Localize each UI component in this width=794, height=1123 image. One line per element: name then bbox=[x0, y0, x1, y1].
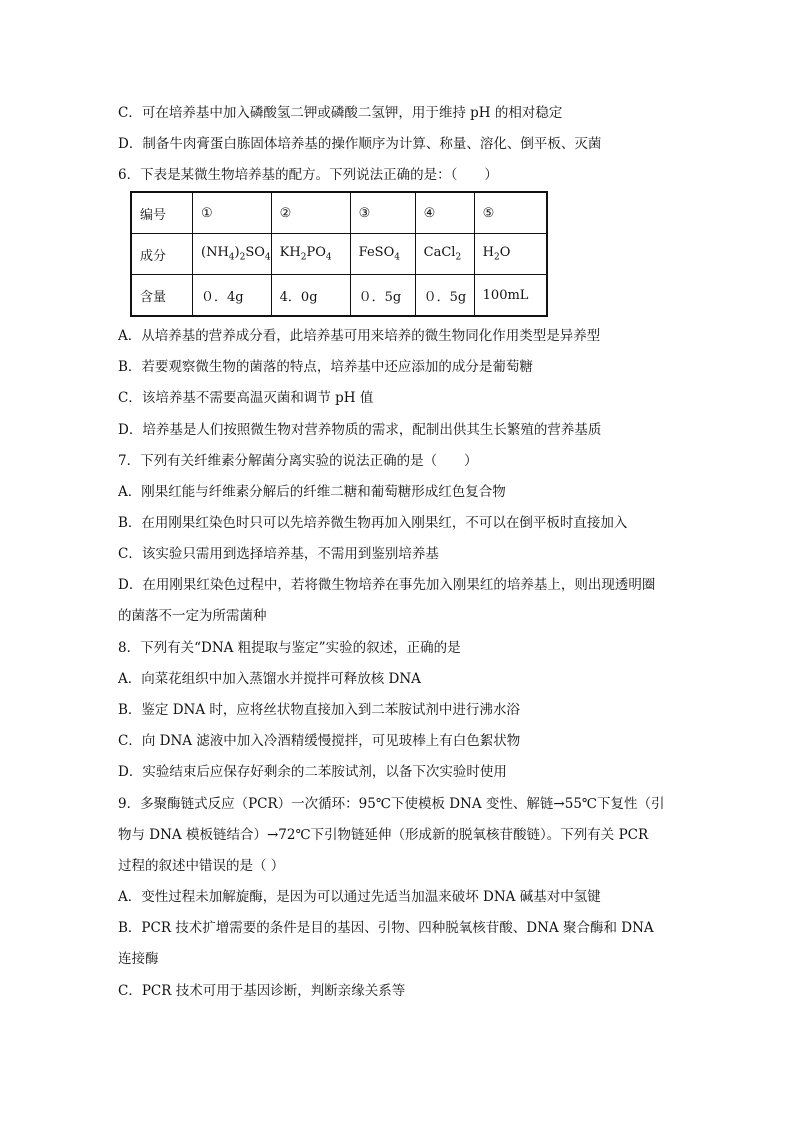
option-9c: C．PCR 技术可用于基因诊断，判断亲缘关系等 bbox=[118, 983, 406, 999]
option-6a: A．从培养基的营养成分看，此培养基可用来培养的微生物同化作用类型是异养型 bbox=[118, 328, 601, 344]
option-7c: C．该实验只需用到选择培养基，不需用到鉴别培养基 bbox=[118, 546, 439, 562]
number-cell: ② bbox=[271, 192, 350, 234]
component-cell: $KH_2PO_4$ bbox=[271, 234, 350, 275]
question-9-stem-line2: 物与 DNA 模板链结合）→72℃下引物链延伸（形成新的脱氧核苷酸链）。下列有关 PCR bbox=[118, 827, 649, 843]
table-row bbox=[131, 234, 547, 275]
row-header-number: 编号 bbox=[131, 192, 193, 234]
option-8c: C．向 DNA 滤液中加入冷酒精缓慢搅拌，可见玻棒上有白色絮状物 bbox=[118, 733, 521, 749]
amount-cell: 4．0g bbox=[271, 275, 350, 317]
question-7-stem: 7．下列有关纤维素分解菌分离实验的说法正确的是（ ） bbox=[118, 453, 478, 469]
question-9-stem-line3: 过程的叙述中错误的是（ ） bbox=[118, 858, 285, 874]
question-9-stem-line1: 9．多聚酶链式反应（PCR）一次循环：95℃下使模板 DNA 变性、解链→55℃下复性（引 bbox=[118, 796, 665, 812]
option-8a: A．向菜花组织中加入蒸馏水并搅拌可释放核 DNA bbox=[118, 671, 421, 687]
option-5d: D．制备牛肉膏蛋白胨固体培养基的操作顺序为计算、称量、溶化、倒平板、灭菌 bbox=[118, 136, 602, 152]
number-cell: ⑤ bbox=[474, 192, 547, 234]
component-cell: $(NH_4)_2SO_4$ bbox=[193, 234, 272, 275]
row-header-amount: 含量 bbox=[131, 275, 193, 317]
option-7b: B．在用刚果红染色时只可以先培养微生物再加入刚果红，不可以在倒平板时直接加入 bbox=[118, 515, 628, 531]
amount-cell: ０．5g bbox=[350, 275, 415, 317]
medium-recipe-table bbox=[130, 191, 548, 317]
option-6b: B．若要观察微生物的菌落的特点，培养基中还应添加的成分是葡萄糖 bbox=[118, 359, 533, 375]
question-6-stem: 6．下表是某微生物培养基的配方。下列说法正确的是：（ ） bbox=[118, 167, 498, 183]
option-9a: A．变性过程未加解旋酶，是因为可以通过先适当加温来破坏 DNA 碱基对中氢键 bbox=[118, 889, 601, 905]
option-8d: D．实验结束后应保存好剩余的二苯胺试剂，以备下次实验时使用 bbox=[118, 764, 507, 780]
number-cell: ④ bbox=[415, 192, 474, 234]
row-header-component: 成分 bbox=[131, 234, 193, 275]
option-7d-continued: 的菌落不一定为所需菌种 bbox=[118, 608, 267, 624]
option-9b: B．PCR 技术扩增需要的条件是目的基因、引物、四种脱氧核苷酸、DNA 聚合酶和 DNA bbox=[118, 920, 654, 936]
option-6d: D．培养基是人们按照微生物对营养物质的需求，配制出供其生长繁殖的营养基质 bbox=[118, 422, 602, 438]
option-8b: B．鉴定 DNA 时，应将丝状物直接加入到二苯胺试剂中进行沸水浴 bbox=[118, 702, 520, 718]
table-row bbox=[131, 192, 547, 234]
amount-cell: ０．5g bbox=[415, 275, 474, 317]
option-5c: C．可在培养基中加入磷酸氢二钾或磷酸二氢钾，用于维持 pH 的相对稳定 bbox=[118, 105, 563, 121]
component-cell: CaCl$_2$ bbox=[415, 234, 474, 275]
question-8-stem: 8．下列有关“DNA 粗提取与鉴定”实验的叙述，正确的是 bbox=[118, 640, 461, 656]
option-7a: A．刚果红能与纤维素分解后的纤维二糖和葡萄糖形成红色复合物 bbox=[118, 484, 506, 500]
table-row bbox=[131, 275, 547, 317]
option-6c: C．该培养基不需要高温灭菌和调节 pH 值 bbox=[118, 390, 374, 406]
amount-cell: 100mL bbox=[474, 275, 547, 317]
amount-cell: ０．4g bbox=[193, 275, 272, 317]
option-9b-continued: 连接酶 bbox=[118, 951, 159, 967]
number-cell: ① bbox=[193, 192, 272, 234]
number-cell: ③ bbox=[350, 192, 415, 234]
option-7d: D．在用刚果红染色过程中，若将微生物培养在事先加入刚果红的培养基上，则出现透明圈 bbox=[118, 577, 656, 593]
component-cell: $H_2O$ bbox=[474, 234, 547, 275]
component-cell: FeSO$_4$ bbox=[350, 234, 415, 275]
